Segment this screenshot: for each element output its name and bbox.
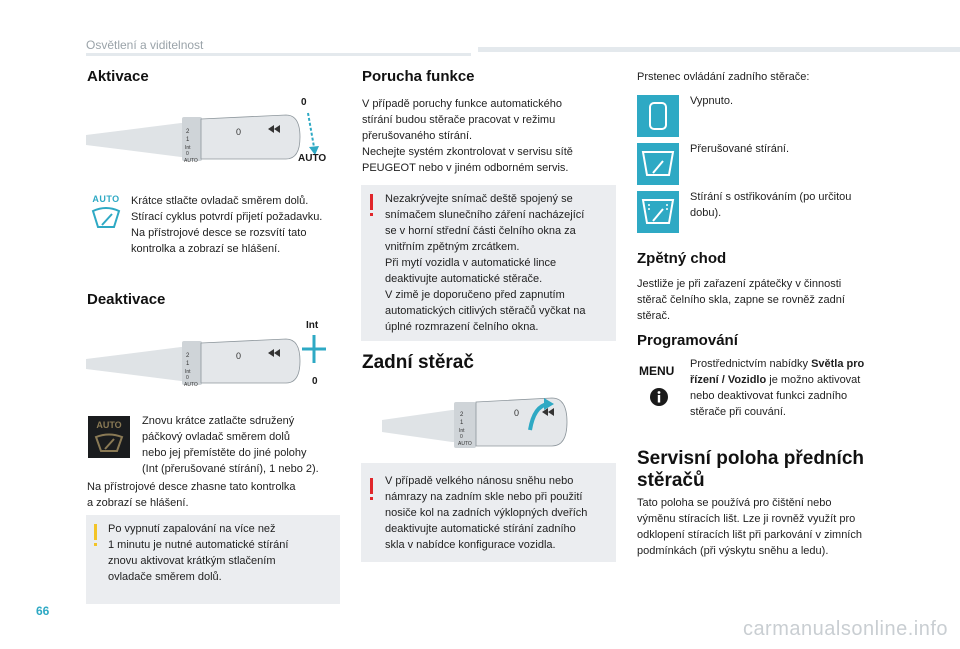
auto-indicator-label: AUTO (92, 194, 120, 204)
deactivation-title: Deaktivace (87, 291, 166, 308)
deactivation-text: Znovu krátce zatlačte sdružený páčkový ovladač směrem dolů nebo jej přemístěte do jiné polohy (Int (přerušované stírání), 1 nebo 2). (142, 415, 319, 475)
svg-text:2: 2 (186, 353, 190, 359)
svg-text:AUTO: AUTO (184, 382, 198, 388)
svg-text:Int: Int (185, 145, 191, 151)
warning-marker-dot-2 (370, 497, 373, 500)
watermark: carmanualsonline.info (742, 618, 948, 640)
svg-text:0: 0 (460, 434, 463, 440)
warning-marker (370, 194, 373, 210)
info-icon (649, 387, 669, 407)
svg-text:1: 1 (186, 137, 190, 143)
reverse-title: Zpětný chod (637, 250, 727, 267)
svg-text:1: 1 (186, 361, 190, 367)
warning-note-rain-sensor: Nezakrývejte snímač deště spojený se snímačem slunečního záření nacházející se v horní střední části čelního okna za vnitřním zpětným zrcátkem. Při mytí vozidla v automatické lince deaktivujte automatické stěrače. V zimě je doporučeno před zapnutím automatických citlivých stěračů vyčkat na úplné rozmrazení čelního okna. (361, 185, 616, 341)
service-position-title: Servisní poloha předních stěračů (637, 448, 864, 491)
svg-text:Int: Int (185, 369, 191, 375)
deactivation-stalk-diagram (86, 325, 336, 390)
warning-marker-2 (370, 478, 373, 494)
menu-label: MENU (639, 364, 675, 378)
diagram-label-zero: 0 (301, 97, 307, 108)
malfunction-title: Porucha funkce (362, 68, 475, 85)
mode-intermittent-label: Přerušované stírání. (690, 143, 790, 155)
rear-wiper-wash-icon (637, 191, 679, 233)
rear-wiper-off-icon (637, 95, 679, 137)
programming-title: Programování (637, 332, 738, 349)
mode-wash-label: Stírání s ostřikováním (po určitou dobu). (690, 191, 852, 219)
svg-text:0: 0 (236, 351, 242, 361)
rear-wiper-title: Zadní stěrač (362, 352, 474, 373)
auto-indicator-off-icon: AUTO (88, 416, 130, 458)
service-position-text: Tato poloha se používá pro čištění nebo výměnu stíracích lišt. Lze ji rovněž využít pro odklopení stíracích lišt při parkování v zimních podmínkách (při výskytu sněhu a ledu). (637, 497, 862, 557)
tip-note: Po vypnutí zapalování na více než 1 minutu je nutné automatické stírání znovu aktivovat krátkým stlačením ovladače směrem dolů. (86, 515, 340, 604)
mode-off-label: Vypnuto. (690, 95, 734, 107)
svg-text:Int: Int (459, 428, 465, 434)
activation-text: Krátce stlačte ovladač směrem dolů. Stírací cyklus potvrdí přijetí požadavku. Na přístrojové desce se rozsvítí tato kontrolka a zobrazí se hlášení. (131, 195, 323, 255)
tip-marker-dot (94, 543, 97, 546)
section-header: Osvětlení a viditelnost (86, 38, 204, 52)
programming-text: Prostřednictvím nabídky Světla pro řízení / Vozidlo je možno aktivovat nebo deaktivovat funkci zadního stěrače při couvání. (690, 358, 865, 418)
rear-wiper-intermittent-icon (637, 143, 679, 185)
svg-text:AUTO: AUTO (458, 441, 472, 447)
diagram-label-zero-2: 0 (312, 376, 318, 387)
svg-text:2: 2 (460, 412, 464, 418)
svg-text:0: 0 (186, 375, 189, 381)
warning-note-snow: V případě velkého nánosu sněhu nebo námrazy na zadním skle nebo při použití nosiče kol na zadních výklopných dveřích deaktivujte automatické stírání zadního skla v nabídce konfigurace vozidla. (361, 463, 616, 562)
svg-text:0: 0 (236, 127, 242, 137)
svg-text:1: 1 (460, 420, 464, 426)
deactivation-text-2: Na přístrojové desce zhasne tato kontrolka a zobrazí se hlášení. (87, 481, 296, 509)
svg-text:0: 0 (514, 408, 520, 418)
diagram-label-auto: AUTO (298, 153, 327, 164)
header-divider-right (478, 47, 960, 52)
diagram-label-int: Int (306, 320, 319, 331)
rear-wiper-stalk-diagram (362, 390, 612, 450)
svg-text:AUTO: AUTO (184, 158, 198, 164)
svg-text:0: 0 (186, 151, 189, 157)
tip-marker (94, 524, 97, 540)
rear-ring-title: Prstenec ovládání zadního stěrače: (637, 71, 810, 83)
header-divider (86, 53, 471, 56)
activation-title: Aktivace (87, 68, 149, 85)
warning-marker-dot (370, 213, 373, 216)
reverse-text: Jestliže je při zařazení zpátečky v činnosti stěrač čelního skla, zapne se rovněž zadní stěrač. (637, 278, 845, 322)
page-number: 66 (36, 604, 50, 618)
auto-wiper-icon (90, 205, 122, 231)
malfunction-text: V případě poruchy funkce automatického stírání budou stěrače pracovat v režimu přerušovaného stírání. Nechejte systém zkontrolovat v servisu sítě PEUGEOT nebo v jiném odborném servis. (362, 98, 573, 174)
svg-text:2: 2 (186, 129, 190, 135)
